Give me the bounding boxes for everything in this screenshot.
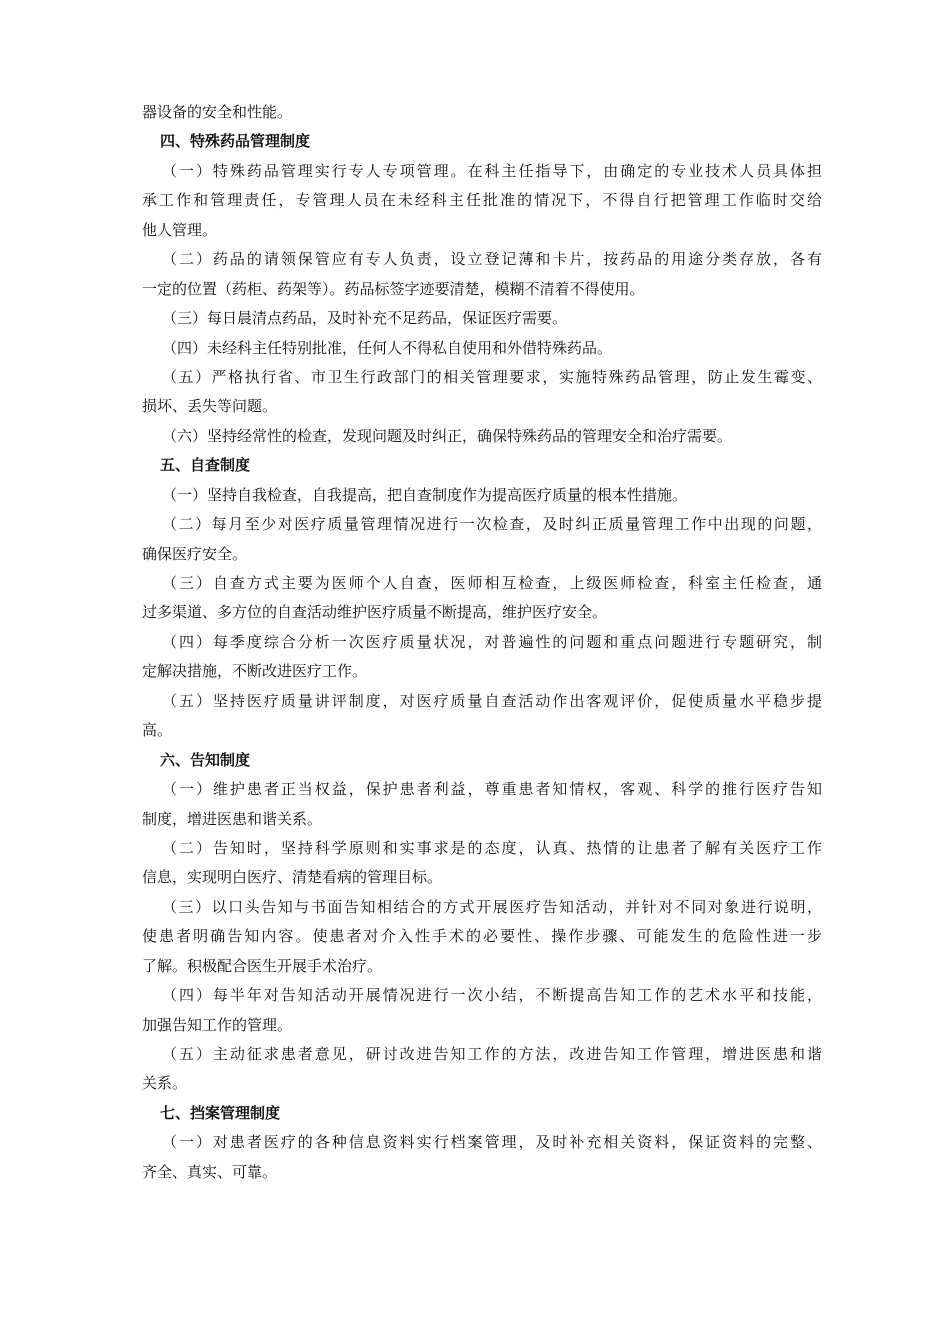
paragraph-line: （二）告知时，坚持科学原则和实事求是的态度，认真、热情的让患者了解有关医疗工作	[162, 838, 822, 857]
section-heading: 五、自查制度	[160, 456, 251, 475]
paragraph-line: （四）每季度综合分析一次医疗质量状况，对普遍性的问题和重点问题进行专题研究，制	[162, 632, 822, 651]
paragraph-line: （五）坚持医疗质量讲评制度，对医疗质量自查活动作出客观评价，促使质量水平稳步提	[162, 691, 822, 710]
paragraph-line: 一定的位置（药柜、药架等）。药品标签字迹要清楚，模糊不清着不得使用。	[142, 279, 645, 298]
paragraph-line: 使患者明确告知内容。使患者对介入性手术的必要性、操作步骤、可能发生的危险性进一步	[142, 927, 822, 946]
paragraph-line: 器设备的安全和性能。	[142, 103, 293, 121]
paragraph-line: 过多渠道、多方位的自查活动维护医疗质量不断提高，维护医疗安全。	[142, 603, 608, 622]
paragraph-line: 制度，增进医患和谐关系。	[142, 809, 323, 828]
paragraph-line: 损坏、丢失等问题。	[142, 397, 278, 416]
section-heading: 四、特殊药品管理制度	[160, 132, 311, 151]
paragraph-line: （四）每半年对告知活动开展情况进行一次小结，不断提高告知工作的艺术水平和技能，	[162, 986, 822, 1005]
paragraph-line: （三）每日晨清点药品，及时补充不足药品，保证医疗需要。	[162, 309, 568, 328]
paragraph-line: 他人管理。	[142, 220, 218, 239]
paragraph-line: （六）坚持经常性的检查，发现问题及时纠正，确保特殊药品的管理安全和治疗需要。	[162, 426, 733, 445]
paragraph-line: （三）以口头告知与书面告知相结合的方式开展医疗告知活动，并针对不同对象进行说明，	[162, 897, 822, 916]
paragraph-line: （五）严格执行省、市卫生行政部门的相关管理要求，实施特殊药品管理，防止发生霉变、	[162, 367, 822, 386]
paragraph-line: （二）药品的请领保管应有专人负责，设立登记薄和卡片，按药品的用途分类存放，各有	[162, 250, 822, 269]
paragraph-line: 高。	[142, 721, 173, 740]
paragraph-line: 承工作和管理责任，专管理人员在未经科主任批准的情况下，不得自行把管理工作临时交给	[142, 191, 822, 210]
section-heading: 六、告知制度	[160, 750, 251, 769]
paragraph-line: （一）对患者医疗的各种信息资料实行档案管理，及时补充相关资料，保证资料的完整、	[162, 1133, 822, 1152]
paragraph-line: （一）坚持自我检查，自我提高，把自查制度作为提高医疗质量的根本性措施。	[162, 485, 688, 504]
paragraph-line: 了解。积极配合医生开展手术治疗。	[142, 956, 383, 975]
paragraph-line: 定解决措施，不断改进医疗工作。	[142, 662, 368, 681]
section-heading: 七、挡案管理制度	[160, 1103, 281, 1122]
paragraph-line: 加强告知工作的管理。	[142, 1015, 293, 1034]
paragraph-line: （一）特殊药品管理实行专人专项管理。在科主任指导下，由确定的专业技术人员具体担	[162, 161, 822, 180]
paragraph-line: 信息，实现明白医疗、清楚看病的管理目标。	[142, 868, 443, 887]
document-body	[142, 98, 822, 1187]
paragraph-line: （四）未经科主任特别批准，任何人不得私自使用和外借特殊药品。	[162, 338, 613, 357]
paragraph-line: 关系。	[142, 1074, 188, 1093]
paragraph-line: （二）每月至少对医疗质量管理情况进行一次检查，及时纠正质量管理工作中出现的问题，	[162, 515, 822, 534]
paragraph-line: （三）自查方式主要为医师个人自查，医师相互检查，上级医师检查，科室主任检查，通	[162, 574, 822, 592]
paragraph-line: 确保医疗安全。	[142, 544, 248, 563]
paragraph-line: （五）主动征求患者意见，研讨改进告知工作的方法，改进告知工作管理，增进医患和谐	[162, 1045, 822, 1063]
paragraph-line: （一）维护患者正当权益，保护患者利益，尊重患者知情权，客观、科学的推行医疗告知	[162, 780, 822, 799]
paragraph-line: 齐全、真实、可靠。	[142, 1162, 278, 1181]
